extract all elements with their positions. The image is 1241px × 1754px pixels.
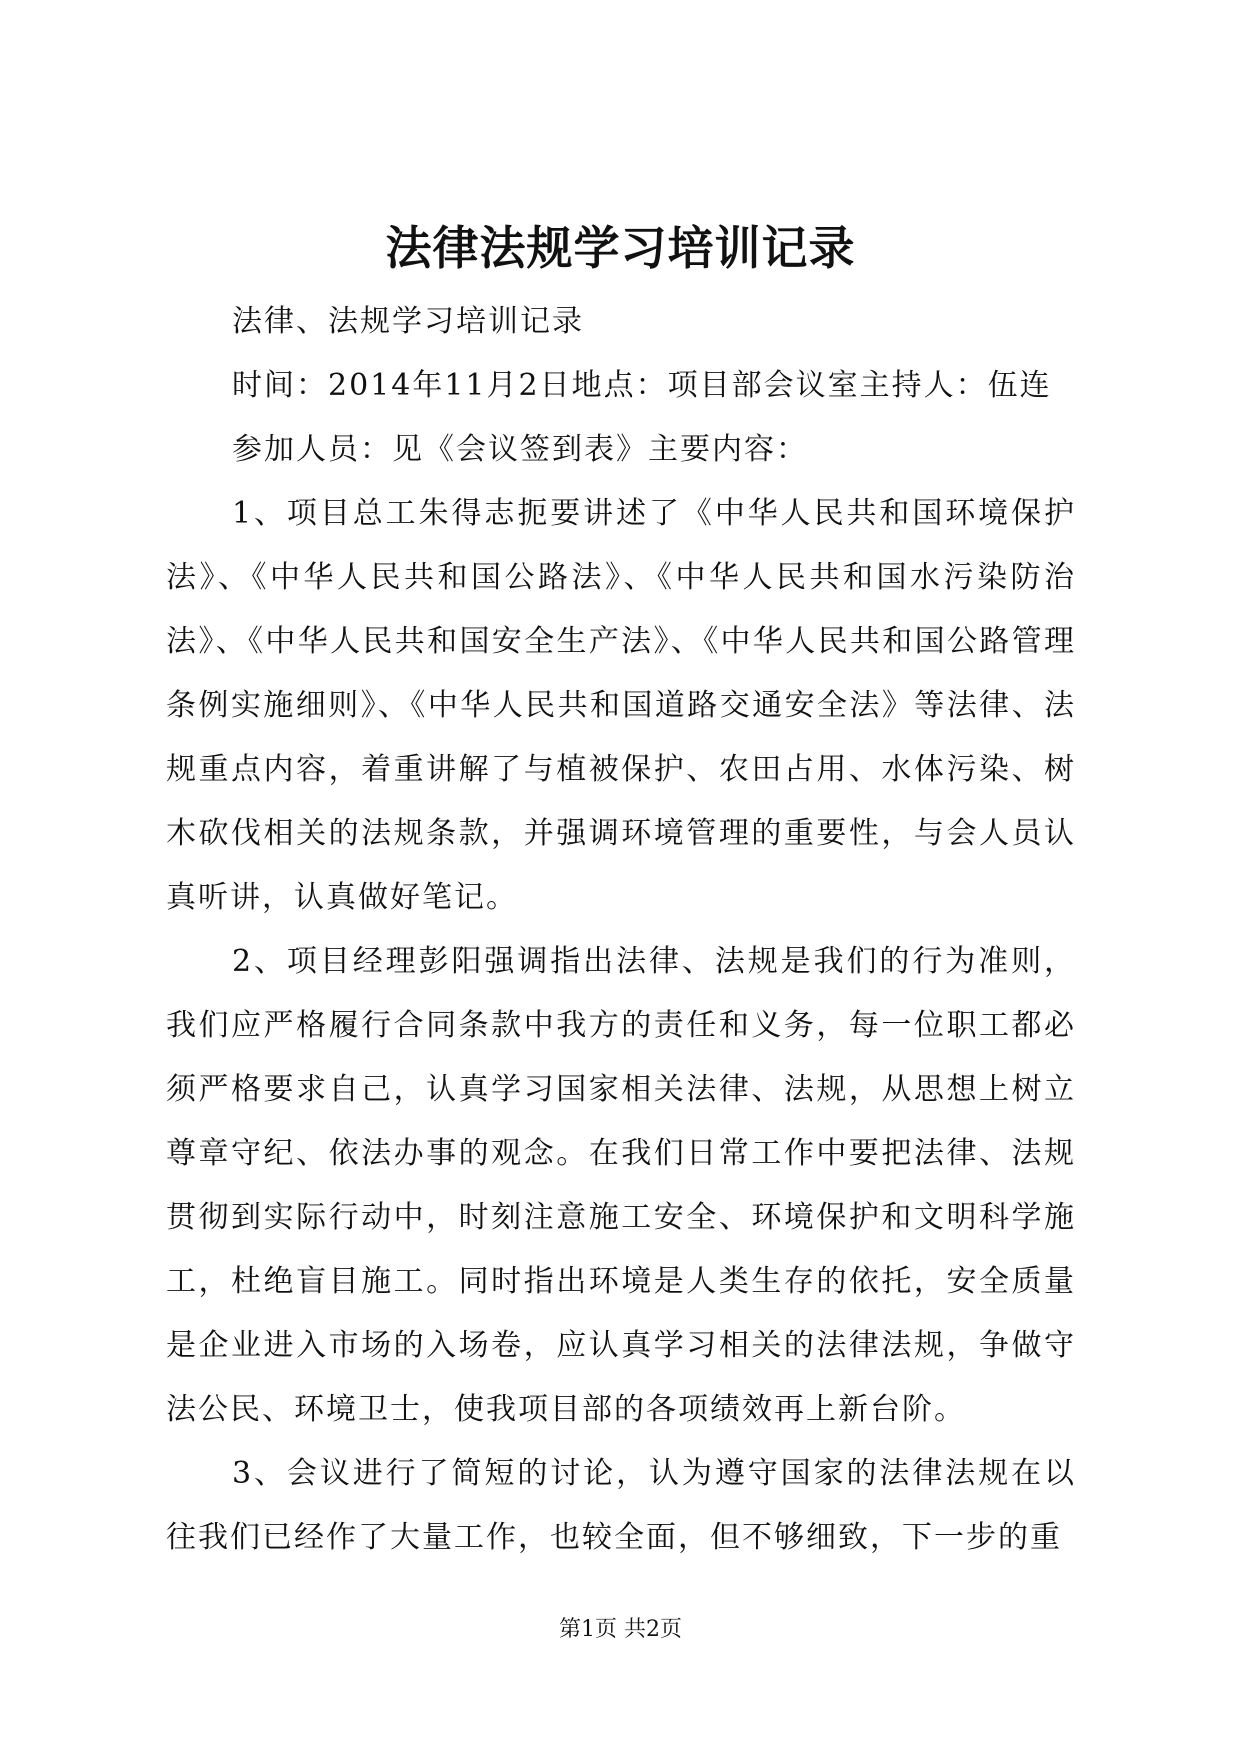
paragraph-attendees: 参加人员：见《会议签到表》主要内容：: [232, 432, 808, 467]
paragraph-item-3: 3、会议进行了简短的讨论，认为遵守国家的法律法规在以往我们已经作了大量工作，也较全面，但不够细致，下一步的重: [166, 1456, 1076, 1555]
paragraph-meeting-info: 时间：2014年11月2日地点：项目部会议室主持人：伍连: [232, 368, 1052, 403]
page-footer: 第1页 共2页: [559, 1617, 682, 1642]
document-title: 法律法规学习培训记录: [385, 221, 856, 275]
paragraph-item-1: 1、项目总工朱得志扼要讲述了《中华人民共和国环境保护法》、《中华人民共和国公路法》、《中华人民共和国水污染防治法》、《中华人民共和国安全生产法》、《中华人民共和国公路管理条例实施细则》、《中华人民共和国道路交通安全法》等法律、法规重点内容，着重讲解了与植被保护、农田占用、水体污染、树木砍伐相关的法规条款，并强调环境管理的重要性，与会人员认真听讲，认真做好笔记。: [166, 496, 1076, 915]
document-body: [166, 290, 1076, 1570]
paragraph-heading: 法律、法规学习培训记录: [232, 304, 584, 339]
paragraph-item-2: 2、项目经理彭阳强调指出法律、法规是我们的行为准则，我们应严格履行合同条款中我方的责任和义务，每一位职工都必须严格要求自己，认真学习国家相关法律、法规，从思想上树立尊章守纪、依法办事的观念。在我们日常工作中要把法律、法规贯彻到实际行动中，时刻注意施工安全、环境保护和文明科学施工，杜绝盲目施工。同时指出环境是人类生存的依托，安全质量是企业进入市场的入场卷，应认真学习相关的法律法规，争做守法公民、环境卫士，使我项目部的各项绩效再上新台阶。: [166, 944, 1076, 1427]
